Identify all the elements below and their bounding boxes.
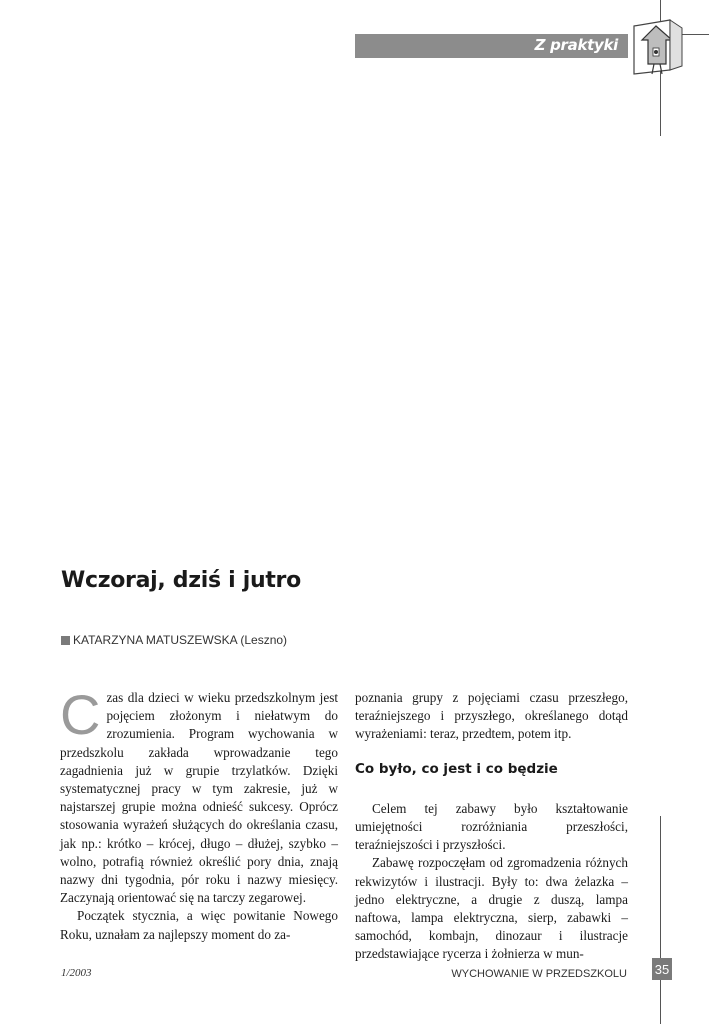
paragraph: Zabawę rozpoczęłam od zgromadzenia różnych rekwizytów i ilustracji. Były to: dwa żelazka – jedno elektryczne, a drugie z duszą, lampa naftowa, lampa elektryczna, sierp, zabawki – samochód, kombajn, dinozaur i ilustracje przedstawiające rycerza i żołnierza w mun- — [355, 855, 628, 962]
article-title: Wczoraj, dziś i jutro — [61, 568, 301, 593]
article-column-2 — [355, 689, 628, 964]
author-line — [61, 633, 287, 647]
magazine-name: WYCHOWANIE W PRZEDSZKOLU — [451, 968, 627, 980]
issue-number: 1/2003 — [61, 967, 92, 979]
house-figure-icon — [628, 18, 684, 78]
paragraph: Celem tej zabawy było kształtowanie umiejętności rozróżniania przeszłości, teraźniejszości i przyszłości. — [355, 800, 628, 853]
section-label: Z praktyki — [534, 36, 618, 54]
author-name: KATARZYNA MATUSZEWSKA (Leszno) — [73, 633, 288, 647]
section-header-bar — [355, 34, 628, 58]
article-column-1 — [60, 683, 338, 944]
bullet-square-icon — [61, 636, 70, 645]
paragraph: zas dla dzieci w wieku przedszkolnym jest pojęciem złożonym i niełatwym do zrozumienia. Program wychowania w przedszkolu zakłada wprowadzanie tego zagadnienia już w grupie trzylatków. Dzięki systematycznej pracy w tym zakresie, już w najstarszej grupie można odnieść sukcesy. Oprócz stosowania wyrażeń służących do określania czasu, jak np.: krótko – krócej, długo – dłużej, szybko – wolno, potrafią również określić pory dnia, znają nazwy dni tygodnia, pór roku i nazwy miesięcy. Zaczynają orientować się na tarczy zegarowej. — [60, 690, 338, 906]
paragraph: poznania grupy z pojęciami czasu przeszłego, teraźniejszego i przyszłego, określanego dotąd wyrażeniami: teraz, przedtem, potem itp. — [355, 690, 628, 742]
page-number: 35 — [652, 958, 672, 980]
crop-line-bottom — [660, 816, 661, 1024]
drop-cap: C — [60, 683, 101, 746]
paragraph: Początek stycznia, a więc powitanie Nowego Roku, uznałam za najlepszy moment do za- — [60, 908, 338, 942]
section-heading: Co było, co jest i co będzie — [355, 760, 558, 777]
